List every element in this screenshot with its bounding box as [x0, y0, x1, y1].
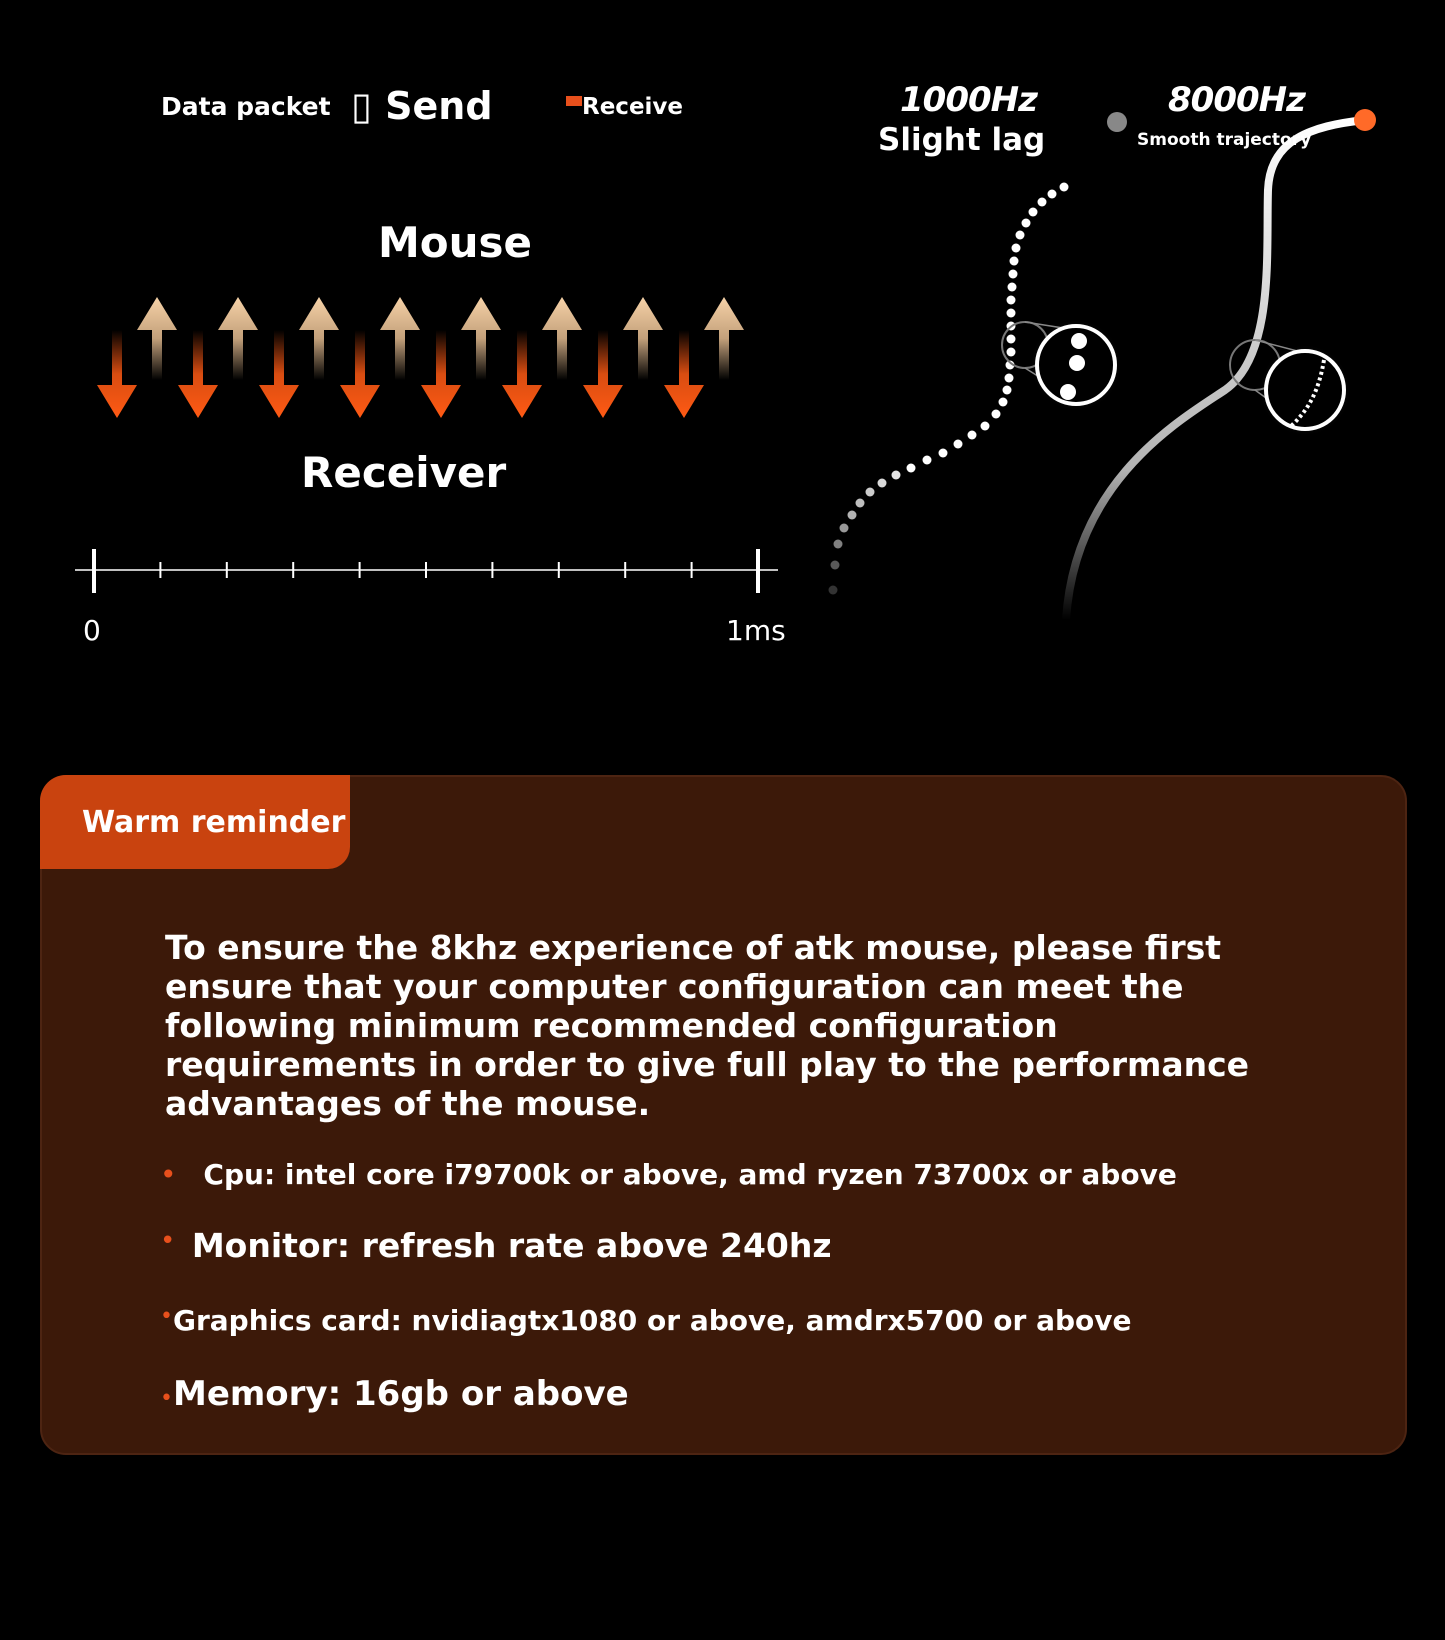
trajectory-dot: [1008, 283, 1017, 292]
receive-arrow-icon: [664, 330, 704, 418]
bullet-icon: •: [160, 1158, 177, 1191]
receive-arrow-icon: [421, 330, 461, 418]
trajectory-dot: [1022, 219, 1031, 228]
send-arrow-icon: [704, 297, 744, 380]
trajectory-dot: [1060, 183, 1069, 192]
1000hz-caption: Slight lag: [878, 122, 1046, 158]
timeline-axis: [75, 549, 778, 593]
trajectory-dot: [856, 499, 865, 508]
trajectory-dot: [923, 456, 932, 465]
trajectory-dot: [954, 440, 963, 449]
trajectory-dot: [1007, 335, 1016, 344]
reminder-tab-label: Warm reminder: [82, 805, 346, 840]
reminder-intro: To ensure the 8khz experience of atk mouse, please first ensure that your computer configuration can meet the following minimum recommended configuration requirements in order to give full play to the performance advantages of the mouse.: [165, 928, 1250, 1123]
trajectory-dot: [878, 479, 887, 488]
trajectory-dot: [1038, 198, 1047, 207]
send-arrow-icon: [299, 297, 339, 380]
trajectory-dot: [981, 422, 990, 431]
trajectory-dot: [1005, 374, 1014, 383]
trajectory-dot: [1007, 309, 1016, 318]
trajectory-dot: [939, 449, 948, 458]
mouse-label: Mouse: [378, 218, 533, 267]
trajectory-dot: [1009, 270, 1018, 279]
legend-title: Data packet: [161, 92, 331, 121]
1000hz-label: 1000Hz: [900, 80, 1037, 120]
8000hz-label: 8000Hz: [1168, 80, 1305, 120]
8000hz-caption: Smooth trajectory: [1137, 130, 1312, 150]
trajectory-dot: [1012, 244, 1021, 253]
legend-send-label: ▯ Send: [351, 84, 493, 128]
receive-arrow-icon: [259, 330, 299, 418]
requirement-text: Graphics card: nvidiagtx1080 or above, amdrx5700 or above: [172, 1304, 1132, 1337]
send-arrow-icon: [542, 297, 582, 380]
trajectory-dot: [892, 471, 901, 480]
trajectory-dot: [866, 488, 875, 497]
trajectory-dot: [834, 540, 843, 549]
receive-arrow-icon: [583, 330, 623, 418]
trajectory-dot: [1048, 190, 1057, 199]
trajectory-dot: [1003, 386, 1012, 395]
timeline-end-label: 1ms: [726, 614, 786, 647]
trajectory-dot: [1007, 296, 1016, 305]
send-arrow-icon: [218, 297, 258, 380]
trajectory-dot: [992, 410, 1001, 419]
send-arrow-icon: [380, 297, 420, 380]
send-arrow-icon: [461, 297, 501, 380]
requirement-item-graphics: [160, 1304, 1132, 1337]
requirement-item-memory: [160, 1374, 629, 1414]
receive-arrow-icon: [502, 330, 542, 418]
trajectory-dot: [999, 398, 1008, 407]
trajectory-dot: [831, 561, 840, 570]
trajectory-dot: [907, 464, 916, 473]
requirement-item-monitor: [160, 1226, 832, 1265]
trajectory-dot: [968, 431, 977, 440]
receiver-label: Receiver: [301, 448, 507, 497]
trajectory-dot: [1010, 257, 1019, 266]
receive-arrow-icon: [340, 330, 380, 418]
bullet-icon: •: [160, 1304, 173, 1329]
8000hz-end-point: [1354, 109, 1376, 131]
requirement-text: Monitor: refresh rate above 240hz: [191, 1226, 832, 1265]
legend-receive-label: Receive: [582, 94, 684, 120]
requirement-item-cpu: [160, 1158, 1177, 1191]
bullet-icon: •: [160, 1386, 173, 1411]
timeline-start-label: 0: [83, 614, 101, 647]
send-arrow-icon: [623, 297, 663, 380]
packet-diagram: [0, 0, 800, 700]
1000hz-end-point: [1107, 112, 1127, 132]
trajectory-dot: [840, 524, 849, 533]
receive-arrow-icon: [97, 330, 137, 418]
trajectory-dot: [1029, 208, 1038, 217]
receive-arrow-icon: [178, 330, 218, 418]
trajectory-dot: [1016, 231, 1025, 240]
trajectory-dot: [848, 511, 857, 520]
requirement-text: Cpu: intel core i79700k or above, amd ryzen 73700x or above: [203, 1158, 1177, 1191]
send-arrow-icon: [137, 297, 177, 380]
requirement-text: Memory: 16gb or above: [172, 1374, 629, 1414]
trajectory-dot: [829, 586, 838, 595]
1000hz-magnifier-icon: [1002, 320, 1121, 410]
bullet-icon: •: [160, 1226, 176, 1256]
1000hz-dotted-trajectory: [829, 183, 1069, 595]
trajectory-dot: [1007, 348, 1016, 357]
